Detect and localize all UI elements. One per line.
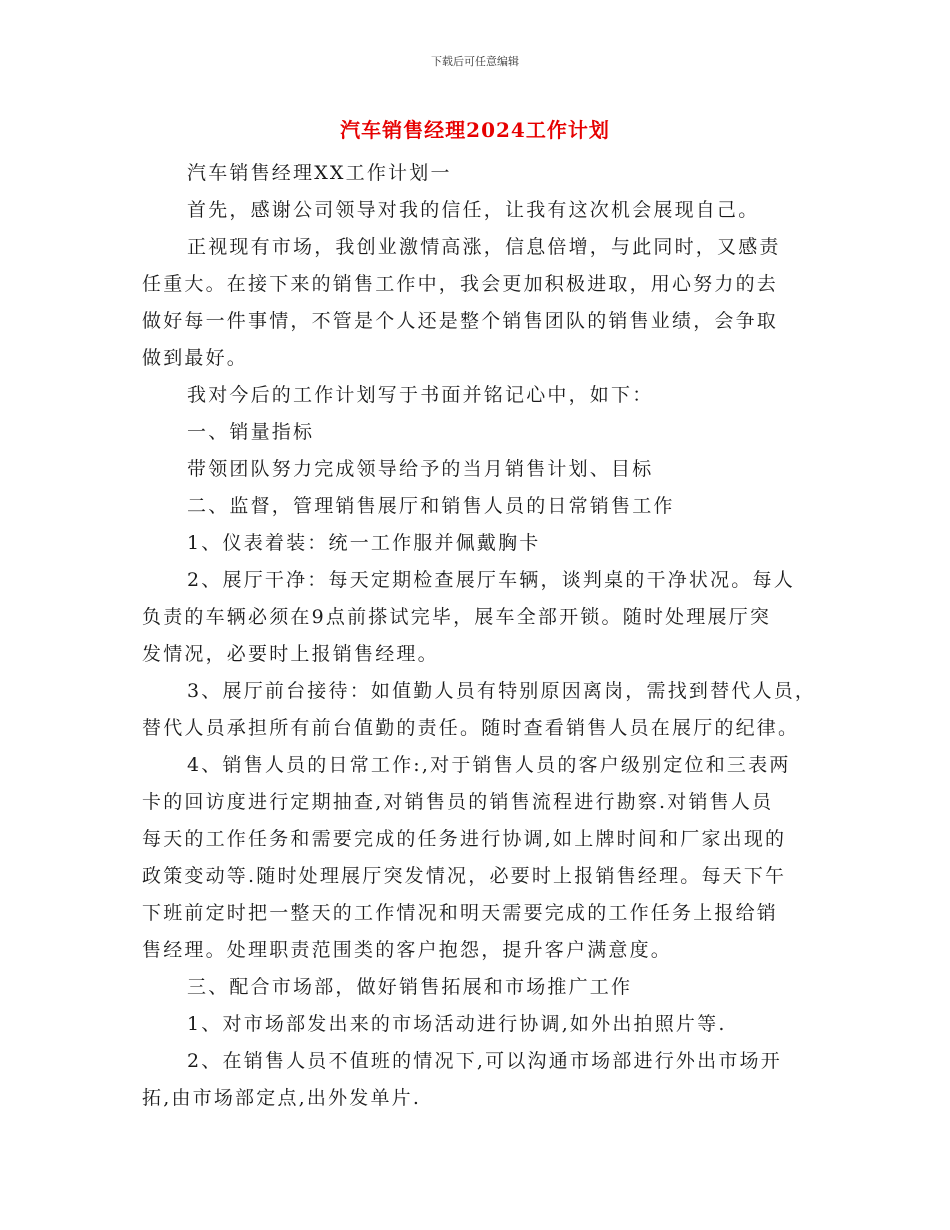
text-line: 二、监督，管理销售展厅和销售人员的日常销售工作 <box>187 495 675 517</box>
document-body <box>142 155 818 1117</box>
paragraph <box>142 1043 818 1117</box>
paragraph <box>142 192 818 229</box>
text-line: 4、销售人员的日常工作:,对于销售人员的客户级别定位和三表两 <box>187 754 791 776</box>
paragraph <box>142 229 818 377</box>
text-line: 卡的回访度进行定期抽查,对销售员的销售流程进行勘察.对销售人员 <box>142 791 774 813</box>
text-line: 售经理。处理职责范围类的客户抱怨，提升客户满意度。 <box>142 939 673 961</box>
text-line: 正视现有市场，我创业激情高涨，信息倍增，与此同时，又感责 <box>187 236 781 258</box>
text-line: 汽车销售经理XX工作计划一 <box>187 162 452 184</box>
paragraph <box>142 377 818 414</box>
text-line: 替代人员承担所有前台值勤的责任。随时查看销售人员在展厅的纪律。 <box>142 717 800 739</box>
text-line: 3、展厅前台接待：如值勤人员有特别原因离岗，需找到替代人员， <box>187 680 817 702</box>
text-line: 下班前定时把一整天的工作情况和明天需要完成的工作任务上报给销 <box>142 902 779 924</box>
text-line: 一、销量指标 <box>187 421 315 443</box>
paragraph <box>142 488 818 525</box>
paragraph <box>142 673 818 747</box>
text-line: 做好每一件事情，不管是个人还是整个销售团队的销售业绩，会争取 <box>142 310 779 332</box>
text-line: 首先，感谢公司领导对我的信任，让我有这次机会展现自己。 <box>187 199 760 221</box>
paragraph <box>142 747 818 969</box>
text-line: 负责的车辆必须在9点前搽试完毕，展车全部开锁。随时处理展厅突 <box>142 606 772 628</box>
paragraph <box>142 1006 818 1043</box>
text-line: 每天的工作任务和需要完成的任务进行协调,如上牌时间和厂家出现的 <box>142 828 787 850</box>
text-line: 2、展厅干净：每天定期检查展厅车辆，谈判桌的干净状况。每人 <box>187 569 795 591</box>
text-line: 我对今后的工作计划写于书面并铭记心中，如下： <box>187 384 654 406</box>
text-line: 带领团队努力完成领导给予的当月销售计划、目标 <box>187 458 654 480</box>
text-line: 1、仪表着装：统一工作服并佩戴胸卡 <box>187 532 541 554</box>
text-line: 1、对市场部发出来的市场活动进行协调,如外出拍照片等. <box>187 1013 727 1035</box>
paragraph <box>142 155 818 192</box>
header-note: 下载后可任意编辑 <box>431 55 519 68</box>
paragraph <box>142 969 818 1006</box>
paragraph <box>142 525 818 562</box>
text-line: 任重大。在接下来的销售工作中，我会更加积极进取，用心努力的去 <box>142 273 779 295</box>
paragraph <box>142 562 818 673</box>
paragraph <box>142 414 818 451</box>
text-line: 发情况，必要时上报销售经理。 <box>142 643 439 665</box>
document-title: 汽车销售经理2024工作计划 <box>340 118 610 142</box>
text-line: 三、配合市场部，做好销售拓展和市场推广工作 <box>187 976 633 998</box>
paragraph <box>142 451 818 488</box>
text-line: 2、在销售人员不值班的情况下,可以沟通市场部进行外出市场开 <box>187 1050 782 1072</box>
text-line: 做到最好。 <box>142 347 249 369</box>
text-line: 政策变动等.随时处理展厅突发情况，必要时上报销售经理。每天下午 <box>142 865 787 887</box>
text-line: 拓,由市场部定点,出外发单片. <box>142 1087 422 1109</box>
